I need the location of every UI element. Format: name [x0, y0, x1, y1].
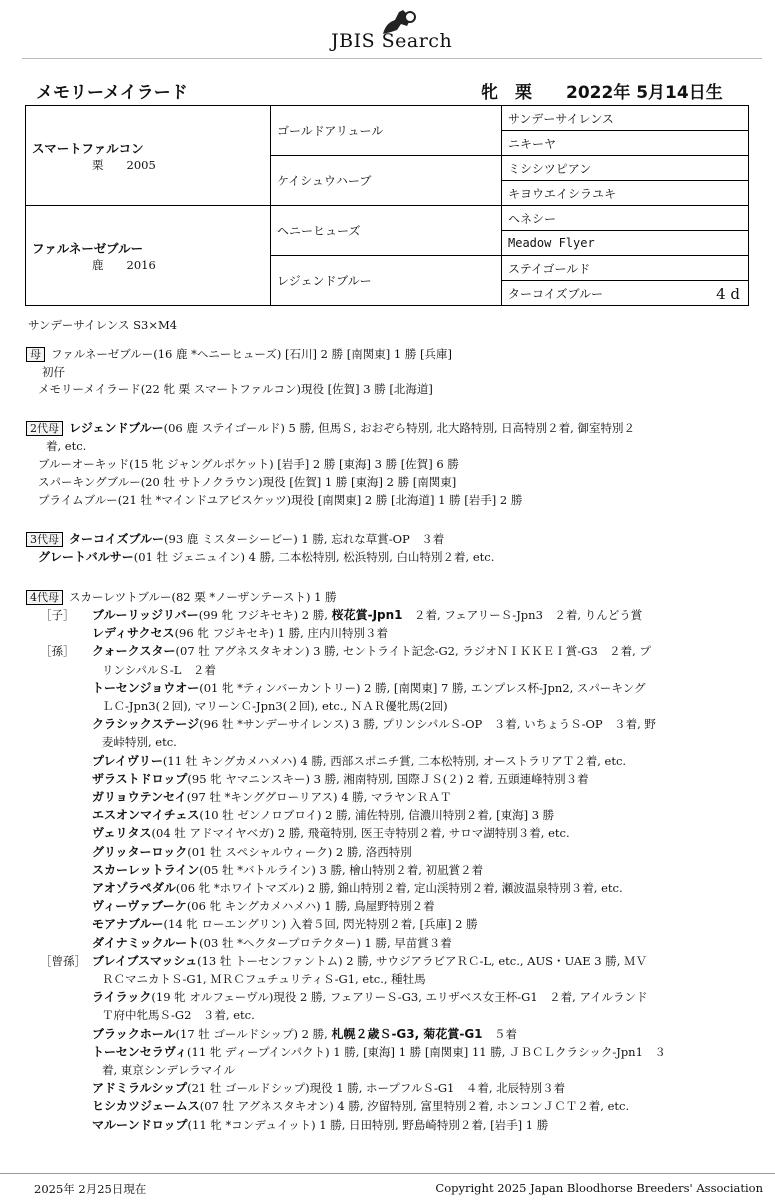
- horse-record-continued: 麦峠特別, etc.: [102, 735, 177, 750]
- horse-name: モアナブルー: [92, 917, 164, 932]
- gen2-progeny-1: ブルーオーキッド(15 牝 ジャングルポケット) [岩手] 2 勝 [東海] 3 勝 [佐賀] 6 勝: [38, 457, 459, 471]
- pedigree-table: [25, 105, 749, 306]
- gen4-tag: 4代母: [26, 590, 63, 605]
- grand-entry: [92, 642, 651, 660]
- horse-record: (10 牡 ゼンノロブロイ) 2 勝, 浦佐特別, 信濃川特別２着, [東海] 3 勝: [199, 808, 555, 823]
- horse-record: (07 牡 アグネスタキオン) 3 勝, セントライト記念-G2, ラジオＮＩＫＫＥＩ賞-G3 ２着, プ: [175, 644, 651, 659]
- horse-name: マルーンドロップ: [92, 1117, 188, 1132]
- label-great-grandchild: ［曾孫］: [40, 953, 86, 968]
- gen4-head: スカーレツトブルー(82 栗 *ノーザンテースト) 1 勝: [69, 590, 337, 604]
- horse-name: ガリョウテンセイ: [92, 790, 187, 804]
- dam-tag: 母: [26, 347, 45, 362]
- horse-name: トーセンセラヴィ: [92, 1044, 188, 1059]
- horse-name: ブルーリッジリバー: [92, 608, 199, 622]
- dam-cell: [26, 206, 271, 306]
- gen3-tag: 3代母: [26, 532, 63, 547]
- label-grandchild: ［孫］: [40, 644, 75, 659]
- horse-name: ブレイブスマッシュ: [92, 953, 198, 968]
- great-entry: [92, 1079, 565, 1097]
- gen2-name: レジェンドブルー: [69, 421, 164, 435]
- sire-cell: [26, 106, 271, 206]
- footer-date: 2025年 2月25日現在: [34, 1182, 147, 1196]
- horse-record: (95 牝 ヤマニンスキー) 3 勝, 湘南特別, 国際ＪＳ(２) 2 着, 五頭連峰特別３着: [187, 771, 589, 786]
- grand-entry: [92, 879, 623, 897]
- sire-desc: 栗 2005: [92, 157, 156, 172]
- horse-record: (19 牝 オルフェーヴル)現役 2 勝, フェアリーＳ-G3, エリザベス女王杯-G1 ２着, アイルランド: [151, 990, 648, 1005]
- grand-entry: [92, 824, 570, 842]
- gen2-desc2: 着, etc.: [46, 439, 87, 453]
- gen3-child-desc: (01 牡 ジェニュイン) 4 勝, 二本松特別, 松浜特別, 白山特別２着, etc.: [133, 550, 495, 564]
- horse-record: (13 牡 トーセンファントム) 2 勝, サウジアラビアＲＣ-L, etc., AUS・UAE 3 勝, ＭＶ: [197, 953, 648, 968]
- g3-8-cell: [502, 281, 749, 306]
- gen3-desc: (93 鹿 ミスターシービー) 1 勝, 忘れな草賞-OP ３着: [164, 532, 445, 546]
- horse-record-continued: ＬＣ-Jpn3(２回), マリーンＣ-Jpn3(２回), etc., ＮＡＲ優牝馬(2回): [102, 699, 448, 713]
- grand-entry: [92, 679, 646, 697]
- dam-sire: ヘニーヒューズ: [271, 206, 502, 256]
- grand-entry: [92, 788, 451, 806]
- horse-graded-race: 札幌２歳Ｓ-G3, 菊花賞-G1: [331, 1026, 483, 1041]
- horse-name: ザラストドロップ: [92, 771, 188, 786]
- horse-record: (11 牡 キングカメハメハ) 4 勝, 西部スポニチ賞, 二本松特別, オーストラリアＴ２着, etc.: [162, 753, 627, 768]
- horse-name: アドミラルシップ: [92, 1081, 188, 1096]
- dam-line3: メモリーメイラード(22 牝 栗 スマートファルコン)現役 [佐賀] 3 勝 [北海道]: [38, 382, 433, 396]
- dam-line1-text: ファルネーゼブルー(16 鹿 *ヘニーヒューズ) [石川] 2 勝 [南関東] 1 勝 [兵庫]: [51, 347, 452, 361]
- horse-record-continued: ＲＣマニカトＳ-G1, ＭＲＣフュチュリティＳ-G1, etc., 種牡馬: [102, 972, 426, 986]
- g3-7: ステイゴールド: [502, 256, 749, 281]
- gen3-child-name: グレートバルサー: [38, 550, 134, 564]
- grand-entry: [92, 770, 589, 788]
- horse-record: (21 牡 ゴールドシップ)現役 1 勝, ホープフルＳ-G1 ４着, 北辰特別３着: [187, 1081, 566, 1096]
- children-entry: [92, 624, 388, 642]
- horse-name: ヴェリタス: [92, 826, 152, 841]
- horse-graded-race: 桜花賞-Jpn1: [331, 608, 403, 622]
- gen3-child: [38, 548, 494, 566]
- dam-desc: 鹿 2016: [92, 257, 156, 272]
- horse-name: レディサクセス: [92, 626, 175, 641]
- dam-line1: [26, 345, 452, 363]
- horse-record: (07 牡 アグネスタキオン) 4 勝, 汐留特別, 富里特別２着, ホンコンＪＣＴ２着, etc.: [199, 1099, 630, 1114]
- horse-name: ヴィーヴァブーケ: [92, 899, 187, 914]
- grand-entry: [92, 752, 626, 770]
- horse-name: クラシックステージ: [92, 717, 200, 732]
- gen3-name: ターコイズブルー: [69, 532, 165, 546]
- gen4-line: [26, 588, 337, 606]
- family-number: 4 d: [716, 284, 740, 303]
- horse-name: プレイヴリー: [92, 753, 163, 768]
- jbis-logo: [325, 8, 465, 54]
- g3-4: キヨウエイシラユキ: [502, 181, 749, 206]
- horse-name: メモリーメイラード: [36, 83, 188, 103]
- gen2-tag: 2代母: [26, 421, 63, 436]
- logo-text: JBIS Search: [331, 30, 453, 52]
- horse-record: (05 牡 *バトルライン) 3 勝, 檜山特別２着, 初凪賞２着: [199, 862, 484, 877]
- horse-record: (01 牝 *ティンバーカントリー) 2 勝, [南関東] 7 勝, エンプレス杯-Jpn2, スパーキング: [199, 680, 646, 695]
- grand-entry: [92, 715, 656, 733]
- horse-name: クォークスター: [92, 644, 176, 659]
- horse-record: (97 牡 *キンググローリアス) 4 勝, マラヤンＲＡＴ: [186, 790, 452, 804]
- horse-record: (06 牝 *ホワイトマズル) 2 勝, 錦山特別２着, 定山渓特別２着, 瀬波温泉特別３着, etc.: [175, 881, 623, 895]
- g3-1: サンデーサイレンス: [502, 106, 749, 131]
- horse-record: (17 牡 ゴールドシップ) 2 勝,: [175, 1026, 332, 1041]
- horse-name: ブラックホール: [92, 1026, 176, 1041]
- great-entry: [92, 988, 647, 1006]
- horse-record: (99 牝 フジキセキ) 2 勝,: [198, 608, 332, 622]
- horse-record-tail: ５着: [482, 1026, 518, 1041]
- grand-entry: [92, 843, 412, 861]
- footer-divider: [0, 1173, 775, 1174]
- horse-record: (14 牝 ローエングリン) 入着５回, 閃光特別２着, [兵庫] 2 勝: [163, 917, 478, 932]
- horse-record-continued: 着, 東京シンデレラマイル: [102, 1063, 236, 1077]
- horse-name: アオゾラペダル: [92, 881, 176, 895]
- great-entry: [92, 952, 647, 970]
- grand-entry: [92, 897, 435, 915]
- great-entry: [92, 1043, 666, 1061]
- great-entry: [92, 1116, 548, 1134]
- horse-record-continued: リンシパルＳ-L ２着: [102, 662, 216, 677]
- horse-record-tail: ２着, フェアリーＳ-Jpn3 ２着, りんどう賞: [402, 608, 643, 622]
- gen2-line: [26, 419, 635, 437]
- horse-record: (96 牝 フジキセキ) 1 勝, 庄内川特別３着: [174, 626, 388, 641]
- horse-name: スカーレットライン: [92, 862, 200, 877]
- g3-6: Meadow Flyer: [502, 231, 749, 256]
- g3-5: ヘネシー: [502, 206, 749, 231]
- horse-name: ヒシカツジェームス: [92, 1099, 200, 1114]
- children-entry: [92, 606, 642, 624]
- horse-record: (11 牝 ディープインパクト) 1 勝, [東海] 1 勝 [南関東] 11 勝, ＪＢＣＬクラシック-Jpn1 ３: [187, 1044, 666, 1059]
- horse-record: (96 牡 *サンデーサイレンス) 3 勝, プリンシパルＳ-OP ３着, いちょうＳ-OP ３着, 野: [199, 717, 656, 732]
- horse-name: トーセンジョウオー: [92, 680, 200, 695]
- horse-record: (11 牝 *コンデュイット) 1 勝, 日田特別, 野島崎特別２着, [岩手] 1 勝: [187, 1117, 549, 1132]
- grand-entry: [92, 861, 483, 879]
- gen3-line: [26, 530, 444, 548]
- horse-record: (04 牡 アドマイヤベガ) 2 勝, 飛竜特別, 医王寺特別２着, サロマ湖特別３着, etc.: [151, 826, 570, 841]
- dam-line2: 初仔: [42, 365, 65, 379]
- horse-name: ダイナミックルート: [92, 935, 200, 950]
- dam-dam: レジェンドブルー: [271, 256, 502, 306]
- grand-entry: [92, 915, 478, 933]
- grand-entry: [92, 934, 452, 952]
- great-entry: [92, 1097, 629, 1115]
- great-entry: [92, 1025, 517, 1043]
- sire-name: スマートファルコン: [32, 140, 144, 156]
- footer-copyright: Copyright 2025 Japan Bloodhorse Breeders' Association: [435, 1181, 763, 1195]
- horse-name: グリッターロック: [92, 844, 188, 859]
- horse-name: ライラック: [92, 990, 152, 1005]
- horse-record: (06 牝 キングカメハメハ) 1 勝, 鳥屋野特別２着: [186, 899, 435, 914]
- g3-2: ニキーヤ: [502, 131, 749, 156]
- sire-dam: ケイシュウハーブ: [271, 156, 502, 206]
- horse-name: エスオンマイチェス: [92, 808, 200, 823]
- header-divider: [22, 58, 762, 59]
- inbreeding-text: サンデーサイレンス S3×M4: [28, 318, 178, 332]
- gen2-desc: (06 鹿 ステイゴールド) 5 勝, 但馬Ｓ, おおぞら特別, 北大路特別, 日高特別２着, 御室特別２: [163, 421, 635, 435]
- dam-name: ファルネーゼブルー: [32, 240, 144, 256]
- gen2-progeny-3: プライムブルー(21 牡 *マインドユアビスケッツ)現役 [南関東] 2 勝 [北海道] 1 勝 [岩手] 2 勝: [38, 493, 523, 507]
- horse-record-continued: Ｔ府中牝馬Ｓ-G2 ３着, etc.: [102, 1008, 255, 1023]
- grand-entry: [92, 806, 554, 824]
- horse-record: (03 牡 *ヘクタープロテクター) 1 勝, 早苗賞３着: [199, 935, 452, 950]
- horse-attributes: 牝 栗 2022年 5月14日生: [481, 83, 723, 103]
- g3-8: ターコイズブルー: [508, 286, 604, 301]
- horse-record: (01 牡 スペシャルウィーク) 2 勝, 洛西特別: [187, 844, 412, 859]
- gen2-progeny-2: スパーキングブルー(20 牡 サトノクラウン)現役 [佐賀] 1 勝 [東海] 2 勝 [南関東]: [38, 475, 457, 489]
- sire-sire: ゴールドアリュール: [271, 106, 502, 156]
- g3-3: ミシシツピアン: [502, 156, 749, 181]
- label-child: ［子］: [40, 608, 75, 622]
